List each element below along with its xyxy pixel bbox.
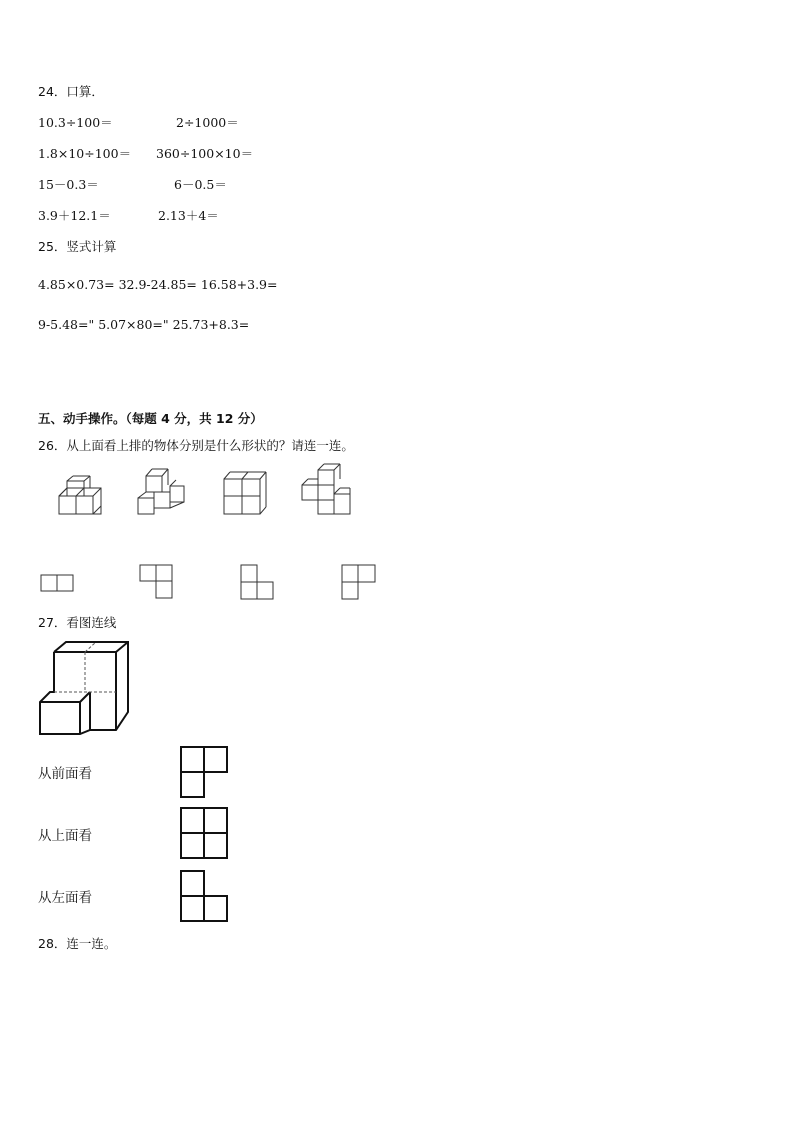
top-view-shape-2 (139, 564, 175, 600)
view-shape-1 (179, 745, 231, 801)
view-shape-2 (179, 806, 231, 862)
oral-calc-item: 1.8×10÷100＝ (38, 146, 132, 161)
oral-calc-item: 360÷100×10＝ (156, 146, 254, 161)
oral-calc-item: 10.3÷100＝ (38, 115, 113, 130)
q28-title: 28．连一连。 (38, 936, 117, 951)
oral-calc-item: 6－0.5＝ (174, 177, 227, 192)
top-view-shape-4 (341, 564, 377, 600)
q26-title: 26．从上面看上排的物体分别是什么形状的？请连一连。 (38, 438, 354, 453)
q27-solid-figure (38, 640, 133, 736)
oral-calc-item: 15－0.3＝ (38, 177, 99, 192)
q25-title: 25．竖式计算 (38, 239, 117, 254)
top-view-shape-1 (40, 574, 76, 594)
view-label-left: 从左面看 (38, 890, 92, 906)
view-shape-3 (179, 869, 231, 925)
vertical-calc-line-2: 9-5.48=" 5.07×80=" 25.73+8.3= (38, 317, 250, 332)
q24-title: 24．口算． (38, 84, 104, 99)
oral-calc-item: 3.9＋12.1＝ (38, 208, 111, 223)
cube-figure-3 (222, 469, 272, 519)
q27-title: 27．看图连线 (38, 615, 117, 630)
cube-figure-1 (57, 476, 107, 516)
cube-figure-2 (136, 466, 186, 516)
vertical-calc-line-1: 4.85×0.73= 32.9-24.85= 16.58+3.9= (38, 277, 278, 292)
oral-calc-item: 2÷1000＝ (176, 115, 239, 130)
view-label-front: 从前面看 (38, 766, 92, 782)
top-view-shape-3 (240, 564, 276, 600)
section-5-heading: 五、动手操作。（每题 4 分，共 12 分） (38, 411, 263, 426)
view-label-top: 从上面看 (38, 828, 92, 844)
oral-calc-item: 2.13＋4＝ (158, 208, 219, 223)
cube-figure-4 (300, 462, 356, 516)
